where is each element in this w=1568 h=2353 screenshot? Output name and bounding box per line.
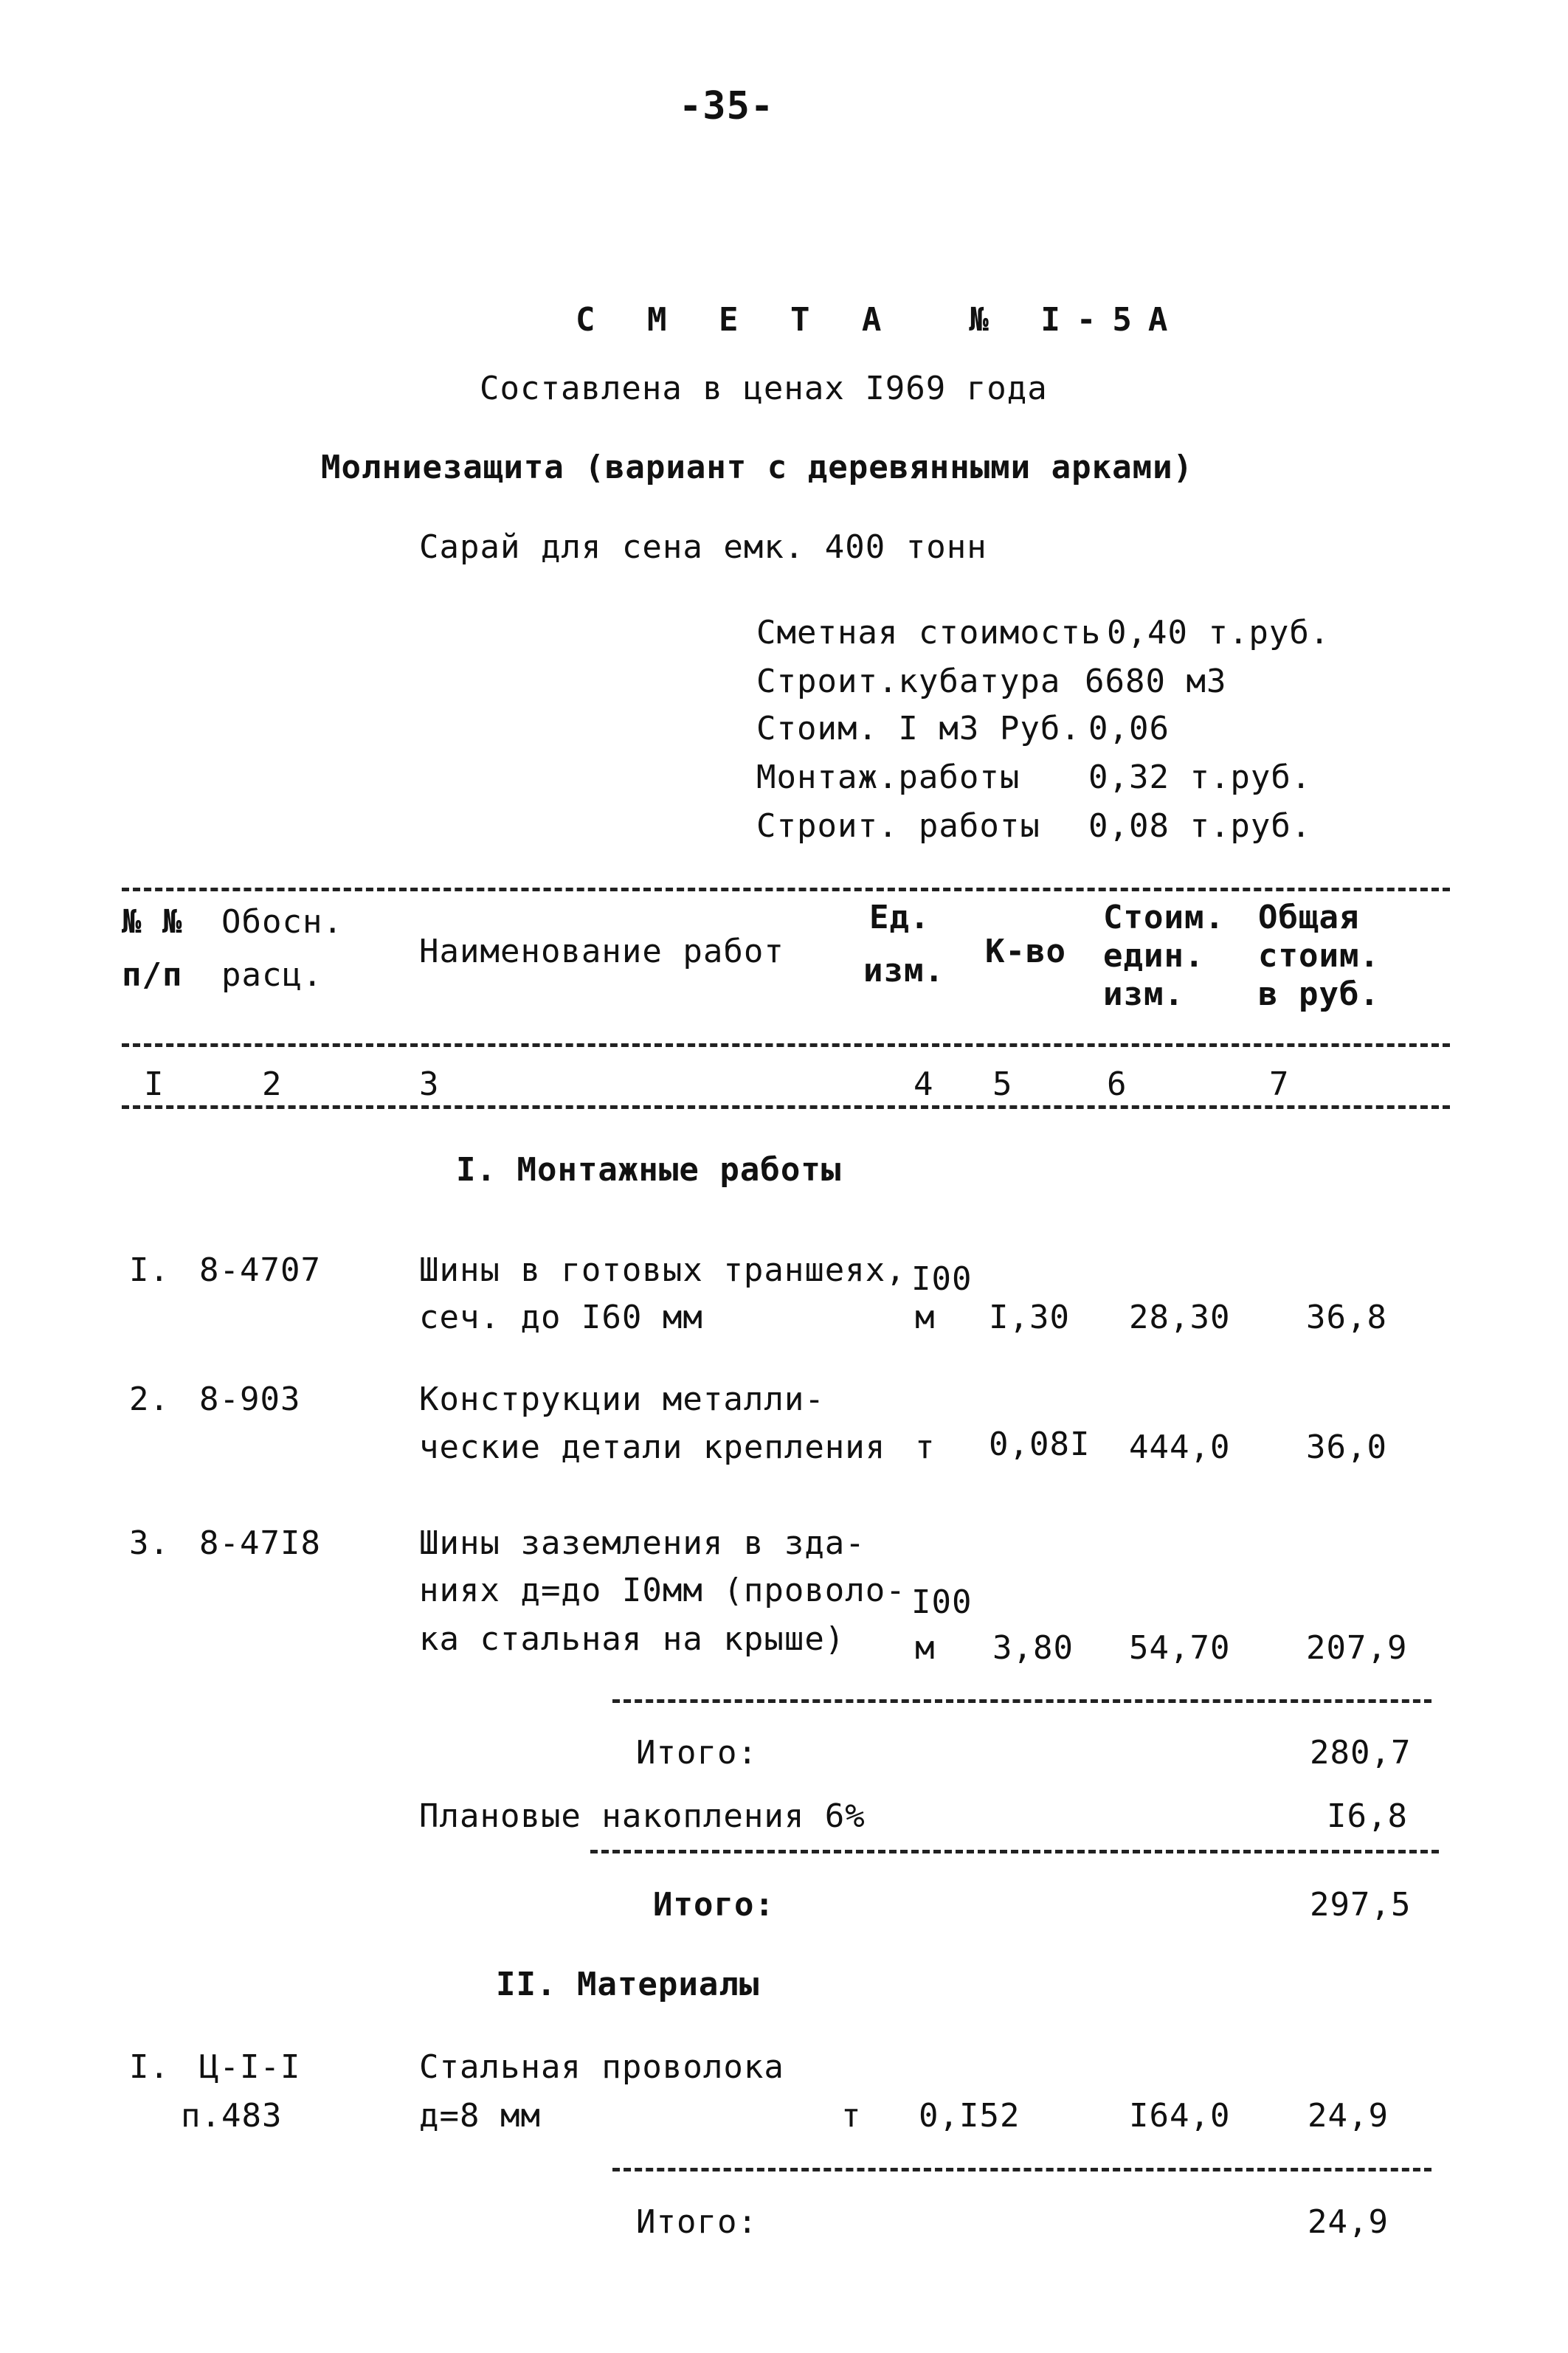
summary-label: Строит. работы (756, 807, 1040, 845)
row-number: 2. (129, 1381, 170, 1418)
row-code: 8-47I8 (199, 1524, 321, 1562)
row-qty: 0,08I (989, 1426, 1091, 1463)
column-header: Наименование работ (419, 933, 784, 970)
column-header: К-во (985, 933, 1066, 970)
subject-line: Молниезащита (вариант с деревянными арками) (321, 449, 1194, 486)
row-code: Ц-I-I (199, 2048, 301, 2086)
row-name: Конструкции металли- (419, 1381, 825, 1418)
row-number: I. (129, 1251, 170, 1289)
summary-label: Строит.кубатура (756, 663, 1061, 700)
row-total: 24,9 (1308, 2097, 1389, 2135)
column-header: № № (122, 903, 183, 941)
summary-value: 0,08 т.руб. (1088, 807, 1312, 845)
total-value: 24,9 (1308, 2203, 1389, 2241)
row-number: I. (129, 2048, 170, 2086)
row-code: 8-4707 (199, 1251, 321, 1289)
column-number: I (144, 1065, 165, 1103)
row-name: ческие детали крепления (419, 1428, 886, 1466)
section-title: II. Материалы (496, 1966, 760, 2003)
column-number: 7 (1269, 1065, 1290, 1103)
accumulation-value: I6,8 (1327, 1797, 1408, 1835)
row-name: Шины в готовых траншеях, (419, 1251, 906, 1289)
row-name: Стальная проволока (419, 2048, 784, 2086)
row-unit-cost: 444,0 (1129, 1428, 1231, 1466)
summary-value: 0,06 (1088, 710, 1170, 747)
subtotal-value: 280,7 (1310, 1734, 1412, 1772)
column-header: расц. (221, 956, 323, 994)
divider (122, 1043, 1450, 1047)
subtotal-label: Итого: (636, 1734, 758, 1772)
divider (122, 1105, 1450, 1109)
prices-line: Составлена в ценах I969 года (480, 370, 1048, 407)
row-code: 8-903 (199, 1381, 301, 1418)
column-header: един. (1103, 937, 1205, 975)
row-name: Шины заземления в зда- (419, 1524, 866, 1562)
divider (612, 2168, 1431, 2171)
row-unit-cost: 54,70 (1129, 1629, 1231, 1667)
estimate-title: С М Е Т А № I-5А (576, 301, 1184, 339)
row-unit-cost: 28,30 (1129, 1299, 1231, 1336)
summary-label: Монтаж.работы (756, 759, 1020, 796)
row-total: 207,9 (1306, 1629, 1408, 1667)
divider (590, 1850, 1439, 1853)
row-name: ка стальная на крыше) (419, 1620, 846, 1658)
row-qty: 3,80 (992, 1629, 1074, 1667)
column-number: 3 (419, 1065, 440, 1103)
section-title: I. Монтажные работы (456, 1151, 842, 1189)
column-number: 5 (992, 1065, 1013, 1103)
row-unit: I00 (911, 1260, 973, 1298)
accumulation-label: Плановые накопления 6% (419, 1797, 866, 1835)
row-code: п.483 (181, 2097, 283, 2135)
object-line: Сарай для сена емк. 400 тонн (419, 528, 987, 566)
summary-label: Стоим. I м3 Руб. (756, 710, 1081, 747)
column-header: в руб. (1258, 975, 1380, 1013)
row-number: 3. (129, 1524, 170, 1562)
row-unit: м (915, 1629, 936, 1667)
summary-value: 6680 м3 (1085, 663, 1227, 700)
divider (612, 1699, 1431, 1703)
column-number: 4 (913, 1065, 934, 1103)
row-name: сеч. до I60 мм (419, 1299, 703, 1336)
column-number: 6 (1107, 1065, 1127, 1103)
row-unit: I00 (911, 1583, 973, 1621)
column-header: Стоим. (1103, 899, 1225, 936)
row-unit: т (841, 2097, 862, 2135)
row-total: 36,8 (1306, 1299, 1387, 1336)
row-unit-cost: I64,0 (1129, 2097, 1231, 2135)
row-name: д=8 мм (419, 2097, 541, 2135)
column-header: изм. (863, 952, 944, 989)
row-unit: т (915, 1428, 936, 1466)
summary-value: 0,32 т.руб. (1088, 759, 1312, 796)
row-total: 36,0 (1306, 1428, 1387, 1466)
summary-value: 0,40 т.руб. (1107, 614, 1330, 652)
divider (122, 888, 1450, 891)
row-name: ниях д=до I0мм (проволо- (419, 1572, 906, 1609)
page-number: -35- (679, 84, 775, 128)
total-label: Итого: (653, 1886, 775, 1924)
total-value: 297,5 (1310, 1886, 1412, 1924)
column-header: Ед. (869, 899, 930, 936)
row-qty: I,30 (989, 1299, 1070, 1336)
column-number: 2 (262, 1065, 283, 1103)
column-header: стоим. (1258, 937, 1380, 975)
column-header: Обосн. (221, 903, 343, 941)
column-header: изм. (1103, 975, 1184, 1013)
row-qty: 0,I52 (919, 2097, 1020, 2135)
row-unit: м (915, 1299, 936, 1336)
summary-label: Сметная стоимость (756, 614, 1102, 652)
total-label: Итого: (636, 2203, 758, 2241)
column-header: п/п (122, 956, 183, 994)
column-header: Общая (1258, 899, 1360, 936)
